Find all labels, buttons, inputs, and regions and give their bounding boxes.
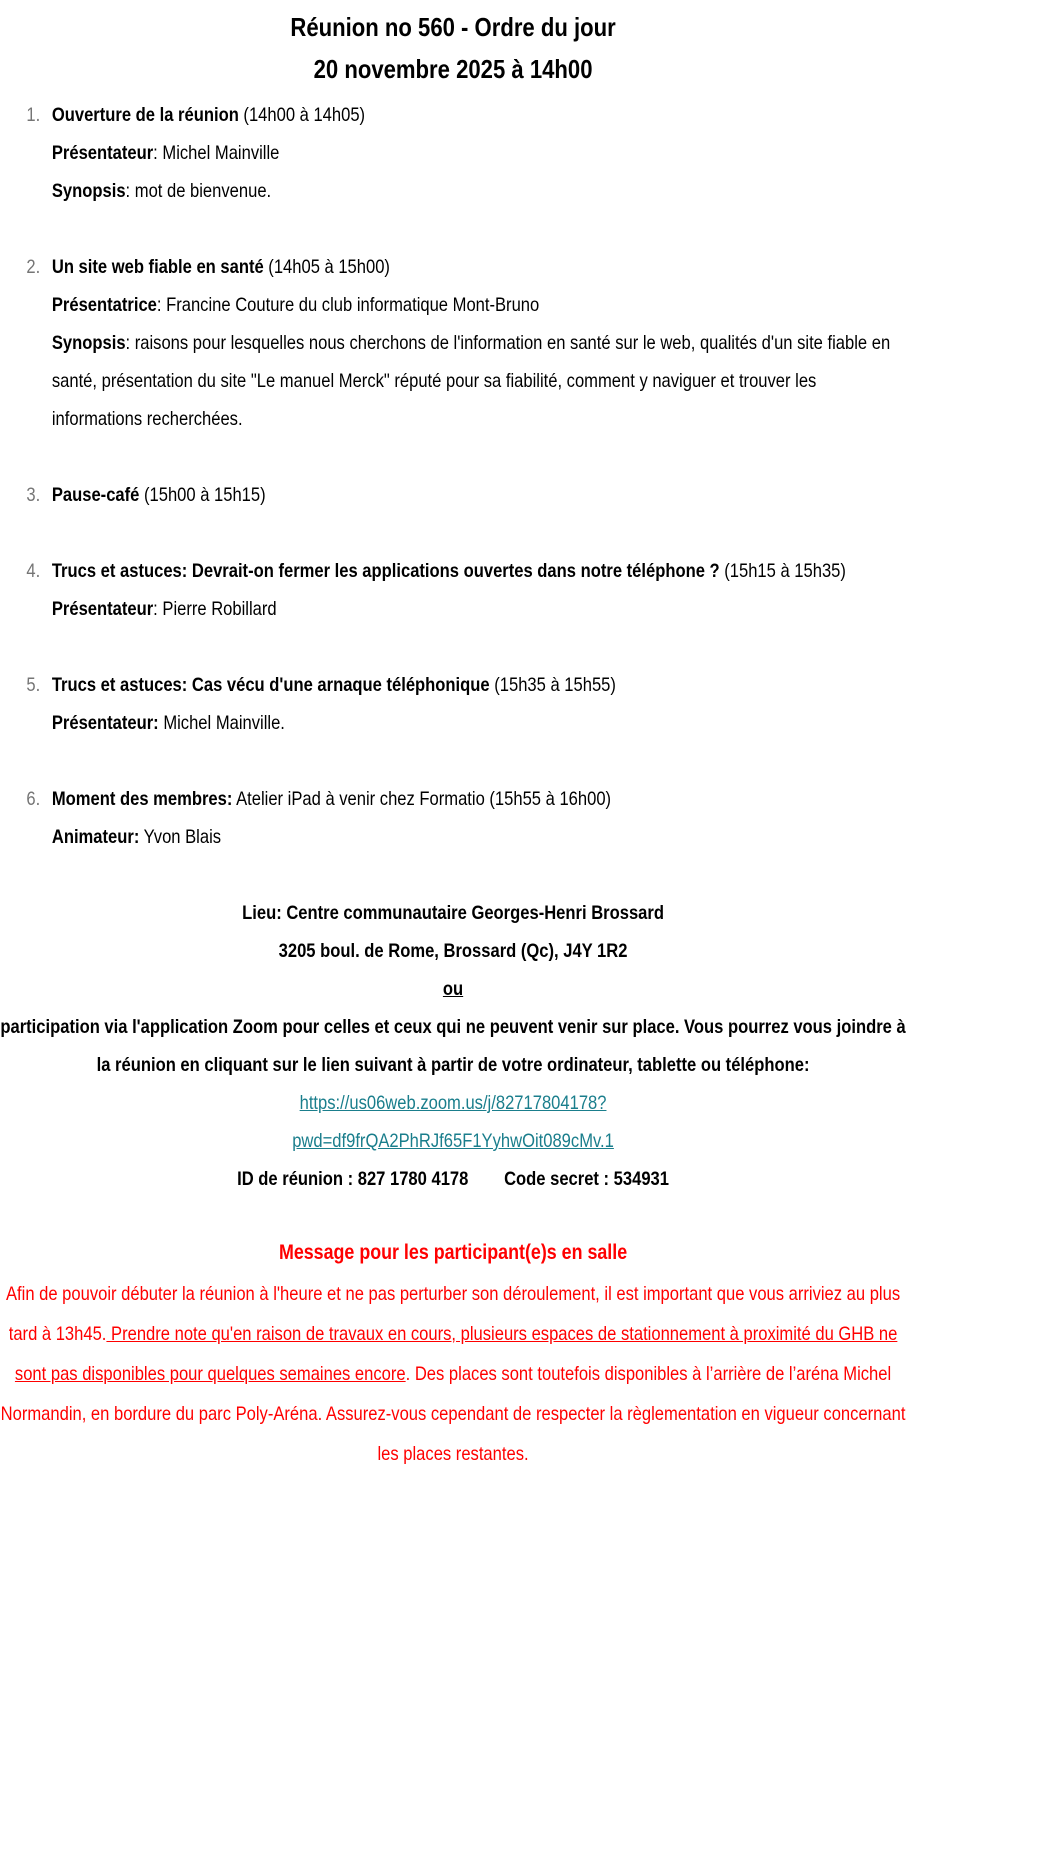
item-time: Atelier iPad à venir chez Formatio (15h55 à 16h00) — [232, 788, 612, 810]
item-number: 3. — [26, 484, 41, 506]
item-title: Trucs et astuces: Devrait-on fermer les applications ouvertes dans notre téléphone ? — [51, 560, 720, 582]
detail-label: Présentateur — [51, 142, 154, 164]
item-title: Moment des membres: — [51, 788, 233, 810]
detail-text: : Francine Couture du club informatique Mont-Bruno — [156, 294, 540, 316]
agenda-item-6 — [0, 780, 906, 856]
meeting-id: ID de réunion : 827 1780 4178 — [237, 1168, 469, 1190]
message-parking-alternative: . Des places sont toutefois disponibles à l’arrière de l’aréna Michel Normandin, en bordure du parc Poly-Aréna. Assurez-vous cependant de respecter la règlementation en vigueur concernant les places restantes. — [0, 1363, 906, 1465]
detail-label: Synopsis — [51, 180, 126, 202]
agenda-list — [0, 96, 906, 856]
item-time: (14h00 à 14h05) — [238, 104, 366, 126]
item-detail — [52, 134, 906, 172]
item-number: 6. — [26, 788, 41, 810]
agenda-item-5 — [0, 666, 906, 742]
item-detail — [52, 590, 906, 628]
item-title: Un site web fiable en santé — [51, 256, 264, 278]
credentials-line — [0, 1160, 906, 1198]
message-arrival-notice: Afin de pouvoir débuter la réunion à l'heure et ne pas perturber son déroulement, il est important que vous arriviez au plus tard à 13h45. — [5, 1283, 901, 1345]
agenda-item-1 — [0, 96, 906, 210]
item-time: (15h00 à 15h15) — [139, 484, 266, 506]
page-subtitle: 20 novembre 2025 à 14h00 — [313, 54, 593, 84]
zoom-link-line-1-wrap — [0, 1084, 906, 1122]
room-message-paragraph — [0, 1274, 906, 1474]
zoom-participation-paragraph: participation via l'application Zoom pour celles et ceux qui ne peuvent venir sur place. Vous pourrez vous joindre à la réunion en cliquant sur le lien suivant à partir de votre ordinateur, tablette ou téléphone: — [0, 1016, 906, 1076]
parking-construction-notice: Prendre note qu'en raison de travaux en cours, plusieurs espaces de stationnement à proximité du GHB ne sont pas disponibles pour quelques semaines encore — [14, 1323, 898, 1385]
venue-line-2: 3205 boul. de Rome, Brossard (Qc), J4Y 1R2 — [278, 940, 628, 962]
detail-text: Yvon Blais — [139, 826, 222, 848]
detail-text: : Pierre Robillard — [153, 598, 277, 620]
item-time: (15h15 à 15h35) — [719, 560, 846, 582]
item-detail — [52, 286, 906, 324]
detail-label: Synopsis — [51, 332, 126, 354]
agenda-item-4 — [0, 552, 906, 628]
secret-code: Code secret : 534931 — [504, 1168, 669, 1190]
detail-label: Présentatrice — [51, 294, 157, 316]
item-number: 5. — [26, 674, 41, 696]
item-detail — [52, 704, 906, 742]
zoom-link-line-2[interactable]: pwd=df9frQA2PhRJf65F1YyhwOit089cMv.1 — [292, 1130, 614, 1152]
or-separator: ou — [442, 978, 464, 1000]
page-title: Réunion no 560 - Ordre du jour — [290, 12, 616, 42]
detail-label: Présentateur: — [51, 712, 159, 734]
detail-text: : Michel Mainville — [153, 142, 280, 164]
item-title: Ouverture de la réunion — [51, 104, 239, 126]
item-detail — [52, 818, 906, 856]
item-number: 4. — [26, 560, 41, 582]
or-separator-line — [0, 970, 906, 1008]
room-message-block — [0, 1232, 906, 1474]
item-title: Trucs et astuces: Cas vécu d'une arnaque téléphonique — [51, 674, 490, 696]
detail-text: : raisons pour lesquelles nous cherchons de l'information en santé sur le web, qualités d'un site fiable en santé, présentation du site "Le manuel Merck" réputé pour sa fiabilité, comment y naviguer et trouver les informations recherchées. — [51, 332, 891, 430]
detail-label: Présentateur — [51, 598, 154, 620]
detail-text: : mot de bienvenue. — [125, 180, 272, 202]
item-number: 1. — [26, 104, 41, 126]
detail-label: Animateur: — [51, 826, 140, 848]
item-time: (15h35 à 15h55) — [489, 674, 616, 696]
item-time: (14h05 à 15h00) — [263, 256, 390, 278]
room-message-heading: Message pour les participant(e)s en salle — [278, 1241, 628, 1264]
agenda-item-2 — [0, 248, 906, 438]
detail-text: Michel Mainville. — [158, 712, 285, 734]
venue-line-1: Lieu: Centre communautaire Georges-Henri Brossard — [242, 902, 664, 924]
title-block — [0, 6, 906, 90]
item-detail — [52, 324, 906, 438]
item-title: Pause-café — [51, 484, 140, 506]
item-number: 2. — [26, 256, 41, 278]
agenda-item-3 — [0, 476, 906, 514]
zoom-link-line-2-wrap — [0, 1122, 906, 1160]
zoom-link-line-1[interactable]: https://us06web.zoom.us/j/82717804178? — [299, 1092, 607, 1114]
venue-block — [0, 894, 906, 1198]
item-detail — [52, 172, 906, 210]
